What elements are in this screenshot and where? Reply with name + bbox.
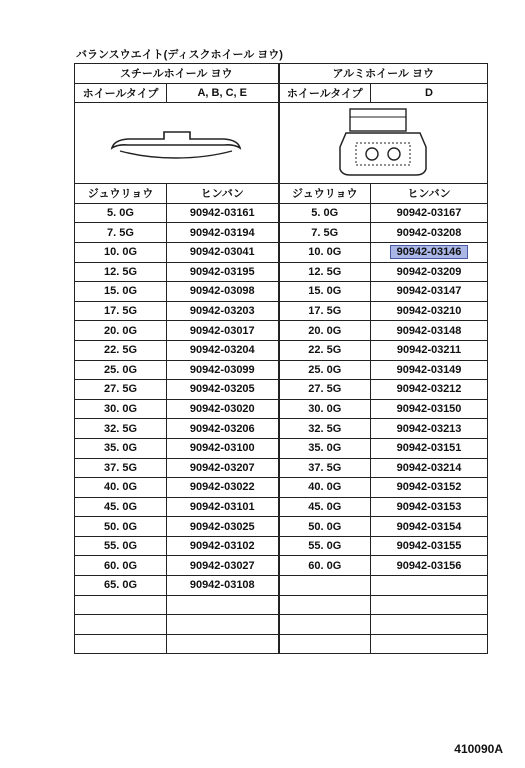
steel-part-number-cell: 90942-03206 [167,419,279,439]
alu-weight-cell: 27. 5G [279,380,371,400]
alu-part-number-cell: 90942-03211 [371,340,488,360]
alu-weight-cell: 22. 5G [279,340,371,360]
table-row [75,478,488,498]
steel-weight-cell: 17. 5G [75,301,167,321]
steel-part-number-cell: 90942-03020 [167,399,279,419]
table-row [75,262,488,282]
alu-weight-cell: 45. 0G [279,497,371,517]
alu-weight-cell: 12. 5G [279,262,371,282]
alu-part-number-cell [371,242,488,262]
alu-weight-cell [279,595,371,615]
reference-code: 410090A [454,742,503,756]
steel-weight-illustration [75,103,279,184]
page-title: バランスウエイト(ディスクホイール ヨウ) [76,49,283,61]
alu-part-number-cell: 90942-03214 [371,458,488,478]
wheel-type-label-left: ホイールタイプ [75,83,167,103]
steel-weight-cell: 27. 5G [75,380,167,400]
steel-weight-cell: 45. 0G [75,497,167,517]
adhesive-weight-icon [328,103,438,183]
steel-part-number-cell: 90942-03203 [167,301,279,321]
alu-weight-cell: 40. 0G [279,478,371,498]
alu-part-number-cell: 90942-03152 [371,478,488,498]
table-row [75,340,488,360]
steel-weight-cell [75,595,167,615]
alu-weight-cell: 60. 0G [279,556,371,576]
alu-part-number-cell: 90942-03208 [371,223,488,243]
steel-weight-cell: 50. 0G [75,517,167,537]
steel-part-number-cell [167,615,279,635]
steel-weight-cell: 7. 5G [75,223,167,243]
steel-part-number-cell: 90942-03100 [167,438,279,458]
table-row [75,321,488,341]
alu-part-number-cell: 90942-03213 [371,419,488,439]
steel-weight-cell: 12. 5G [75,262,167,282]
table-row [75,242,488,262]
table-row [75,399,488,419]
table-row [75,497,488,517]
alu-part-number-cell: 90942-03212 [371,380,488,400]
steel-part-number-cell [167,634,279,654]
table-row [75,517,488,537]
alu-weight-cell: 32. 5G [279,419,371,439]
alu-part-number-cell [371,634,488,654]
steel-part-number-cell: 90942-03108 [167,576,279,596]
alu-part-number-cell: 90942-03147 [371,282,488,302]
table-row [75,282,488,302]
weight-col-header-left: ジュウリョウ [75,184,167,204]
alu-part-number-cell: 90942-03151 [371,438,488,458]
alu-weight-illustration [279,103,488,184]
table-row [75,438,488,458]
steel-weight-cell: 10. 0G [75,242,167,262]
steel-part-number-cell: 90942-03101 [167,497,279,517]
alu-weight-cell: 20. 0G [279,321,371,341]
steel-weight-cell: 55. 0G [75,536,167,556]
table-row [75,419,488,439]
alu-part-number-cell [371,595,488,615]
steel-weight-cell: 32. 5G [75,419,167,439]
steel-weight-cell: 15. 0G [75,282,167,302]
alu-weight-cell: 15. 0G [279,282,371,302]
table-row [75,360,488,380]
table-row [75,595,488,615]
alu-part-number-cell: 90942-03210 [371,301,488,321]
table-row [75,203,488,223]
alu-part-number-cell: 90942-03209 [371,262,488,282]
steel-wheel-header: スチールホイール ヨウ [75,64,279,84]
part-col-header-left: ヒンバン [167,184,279,204]
alu-part-number-cell: 90942-03155 [371,536,488,556]
steel-weight-cell: 40. 0G [75,478,167,498]
alu-part-number-cell: 90942-03153 [371,497,488,517]
alu-weight-cell [279,576,371,596]
alu-part-number-cell: 90942-03167 [371,203,488,223]
alu-weight-cell: 5. 0G [279,203,371,223]
alu-weight-cell: 50. 0G [279,517,371,537]
steel-part-number-cell: 90942-03161 [167,203,279,223]
wheel-type-label-right: ホイールタイプ [279,83,371,103]
steel-part-number-cell: 90942-03207 [167,458,279,478]
steel-weight-cell: 37. 5G [75,458,167,478]
steel-part-number-cell: 90942-03098 [167,282,279,302]
alu-part-number-cell: 90942-03150 [371,399,488,419]
steel-weight-cell [75,634,167,654]
steel-weight-cell [75,615,167,635]
steel-part-number-cell: 90942-03194 [167,223,279,243]
alu-part-number-cell: 90942-03154 [371,517,488,537]
alu-weight-cell: 37. 5G [279,458,371,478]
steel-part-number-cell [167,595,279,615]
steel-weight-cell: 60. 0G [75,556,167,576]
table-row [75,615,488,635]
alu-part-number-cell: 90942-03148 [371,321,488,341]
table-row [75,576,488,596]
alu-weight-cell: 30. 0G [279,399,371,419]
clip-on-weight-icon [106,118,246,168]
steel-weight-cell: 65. 0G [75,576,167,596]
table-row [75,634,488,654]
steel-weight-cell: 20. 0G [75,321,167,341]
alu-weight-cell: 17. 5G [279,301,371,321]
balance-weight-table [74,63,488,654]
alu-weight-cell: 25. 0G [279,360,371,380]
alu-weight-cell: 7. 5G [279,223,371,243]
steel-part-number-cell: 90942-03195 [167,262,279,282]
steel-part-number-cell: 90942-03022 [167,478,279,498]
steel-weight-cell: 22. 5G [75,340,167,360]
table-row [75,536,488,556]
highlighted-part-number: 90942-03146 [390,245,469,259]
alu-part-number-cell [371,576,488,596]
steel-part-number-cell: 90942-03041 [167,242,279,262]
alu-part-number-cell: 90942-03156 [371,556,488,576]
steel-part-number-cell: 90942-03025 [167,517,279,537]
alu-weight-cell [279,615,371,635]
alu-wheel-header: アルミホイール ヨウ [279,64,488,84]
wheel-type-value-right: D [371,83,488,103]
weight-col-header-right: ジュウリョウ [279,184,371,204]
steel-weight-cell: 30. 0G [75,399,167,419]
steel-weight-cell: 35. 0G [75,438,167,458]
alu-weight-cell: 10. 0G [279,242,371,262]
table-row [75,223,488,243]
alu-weight-cell: 35. 0G [279,438,371,458]
table-row [75,556,488,576]
wheel-type-value-left: A, B, C, E [167,83,279,103]
steel-part-number-cell: 90942-03102 [167,536,279,556]
steel-part-number-cell: 90942-03099 [167,360,279,380]
steel-part-number-cell: 90942-03027 [167,556,279,576]
steel-part-number-cell: 90942-03204 [167,340,279,360]
steel-part-number-cell: 90942-03205 [167,380,279,400]
table-row [75,380,488,400]
table-row [75,301,488,321]
steel-weight-cell: 5. 0G [75,203,167,223]
table-row [75,458,488,478]
steel-weight-cell: 25. 0G [75,360,167,380]
alu-part-number-cell [371,615,488,635]
alu-weight-cell [279,634,371,654]
part-col-header-right: ヒンバン [371,184,488,204]
steel-part-number-cell: 90942-03017 [167,321,279,341]
alu-part-number-cell: 90942-03149 [371,360,488,380]
alu-weight-cell: 55. 0G [279,536,371,556]
